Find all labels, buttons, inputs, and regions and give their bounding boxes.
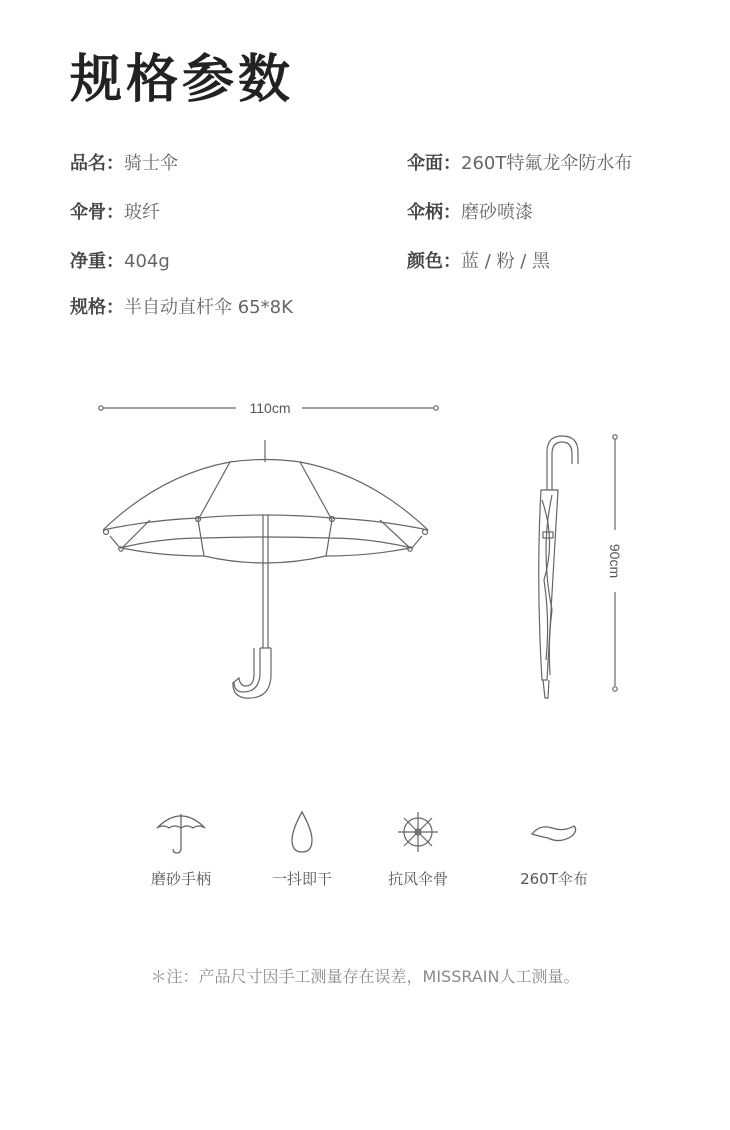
spec-name-label: 品名： [70,153,124,174]
wind-ribs-icon [388,808,448,856]
measurement-note: ＊注：产品尺寸因手工测量存在误差，MISSRAIN人工测量。 [150,967,580,986]
feature-quick-dry [237,808,367,889]
spec-colors-label: 颜色： [407,251,461,272]
spec-name [70,152,178,176]
umbrella-drawing [0,380,730,720]
spec-canopy-label: 伞面： [407,153,461,174]
spec-name-value: 骑士伞 [124,153,178,174]
feature-260t-fabric [489,808,619,889]
spec-weight-value: 404g [124,251,170,272]
open-umbrella [103,440,428,698]
width-label: 110cm [249,400,291,416]
feature-label: 一抖即干 [271,870,332,888]
feature-windproof-ribs [353,808,483,889]
spec-canopy [407,152,632,176]
spec-canopy-value: 260T特氟龙伞防水布 [461,153,633,174]
spec-colors-value: 蓝 / 粉 / 黑 [461,251,551,272]
feature-label: 磨砂手柄 [150,870,211,888]
spec-colors [407,250,550,274]
spec-size [70,296,293,320]
spec-handle [407,201,533,225]
spec-size-label: 规格： [70,297,124,318]
fabric-icon [524,808,584,856]
closed-umbrella [539,436,578,698]
spec-size-value: 半自动直杆伞 65*8K [124,297,293,318]
umbrella-icon [151,808,211,856]
spec-ribs-value: 玻纤 [124,202,160,223]
feature-frosted-handle [116,808,246,889]
feature-label: 260T伞布 [520,870,588,888]
length-label: 90cm [607,543,623,579]
water-drop-icon [272,808,332,856]
spec-handle-value: 磨砂喷漆 [461,202,533,223]
spec-handle-label: 伞柄： [407,202,461,223]
feature-label: 抗风伞骨 [387,870,448,888]
spec-weight [70,250,170,274]
spec-weight-label: 净重： [70,251,124,272]
spec-ribs-label: 伞骨： [70,202,124,223]
spec-ribs [70,201,160,225]
page-title: 规格参数 [70,50,295,110]
